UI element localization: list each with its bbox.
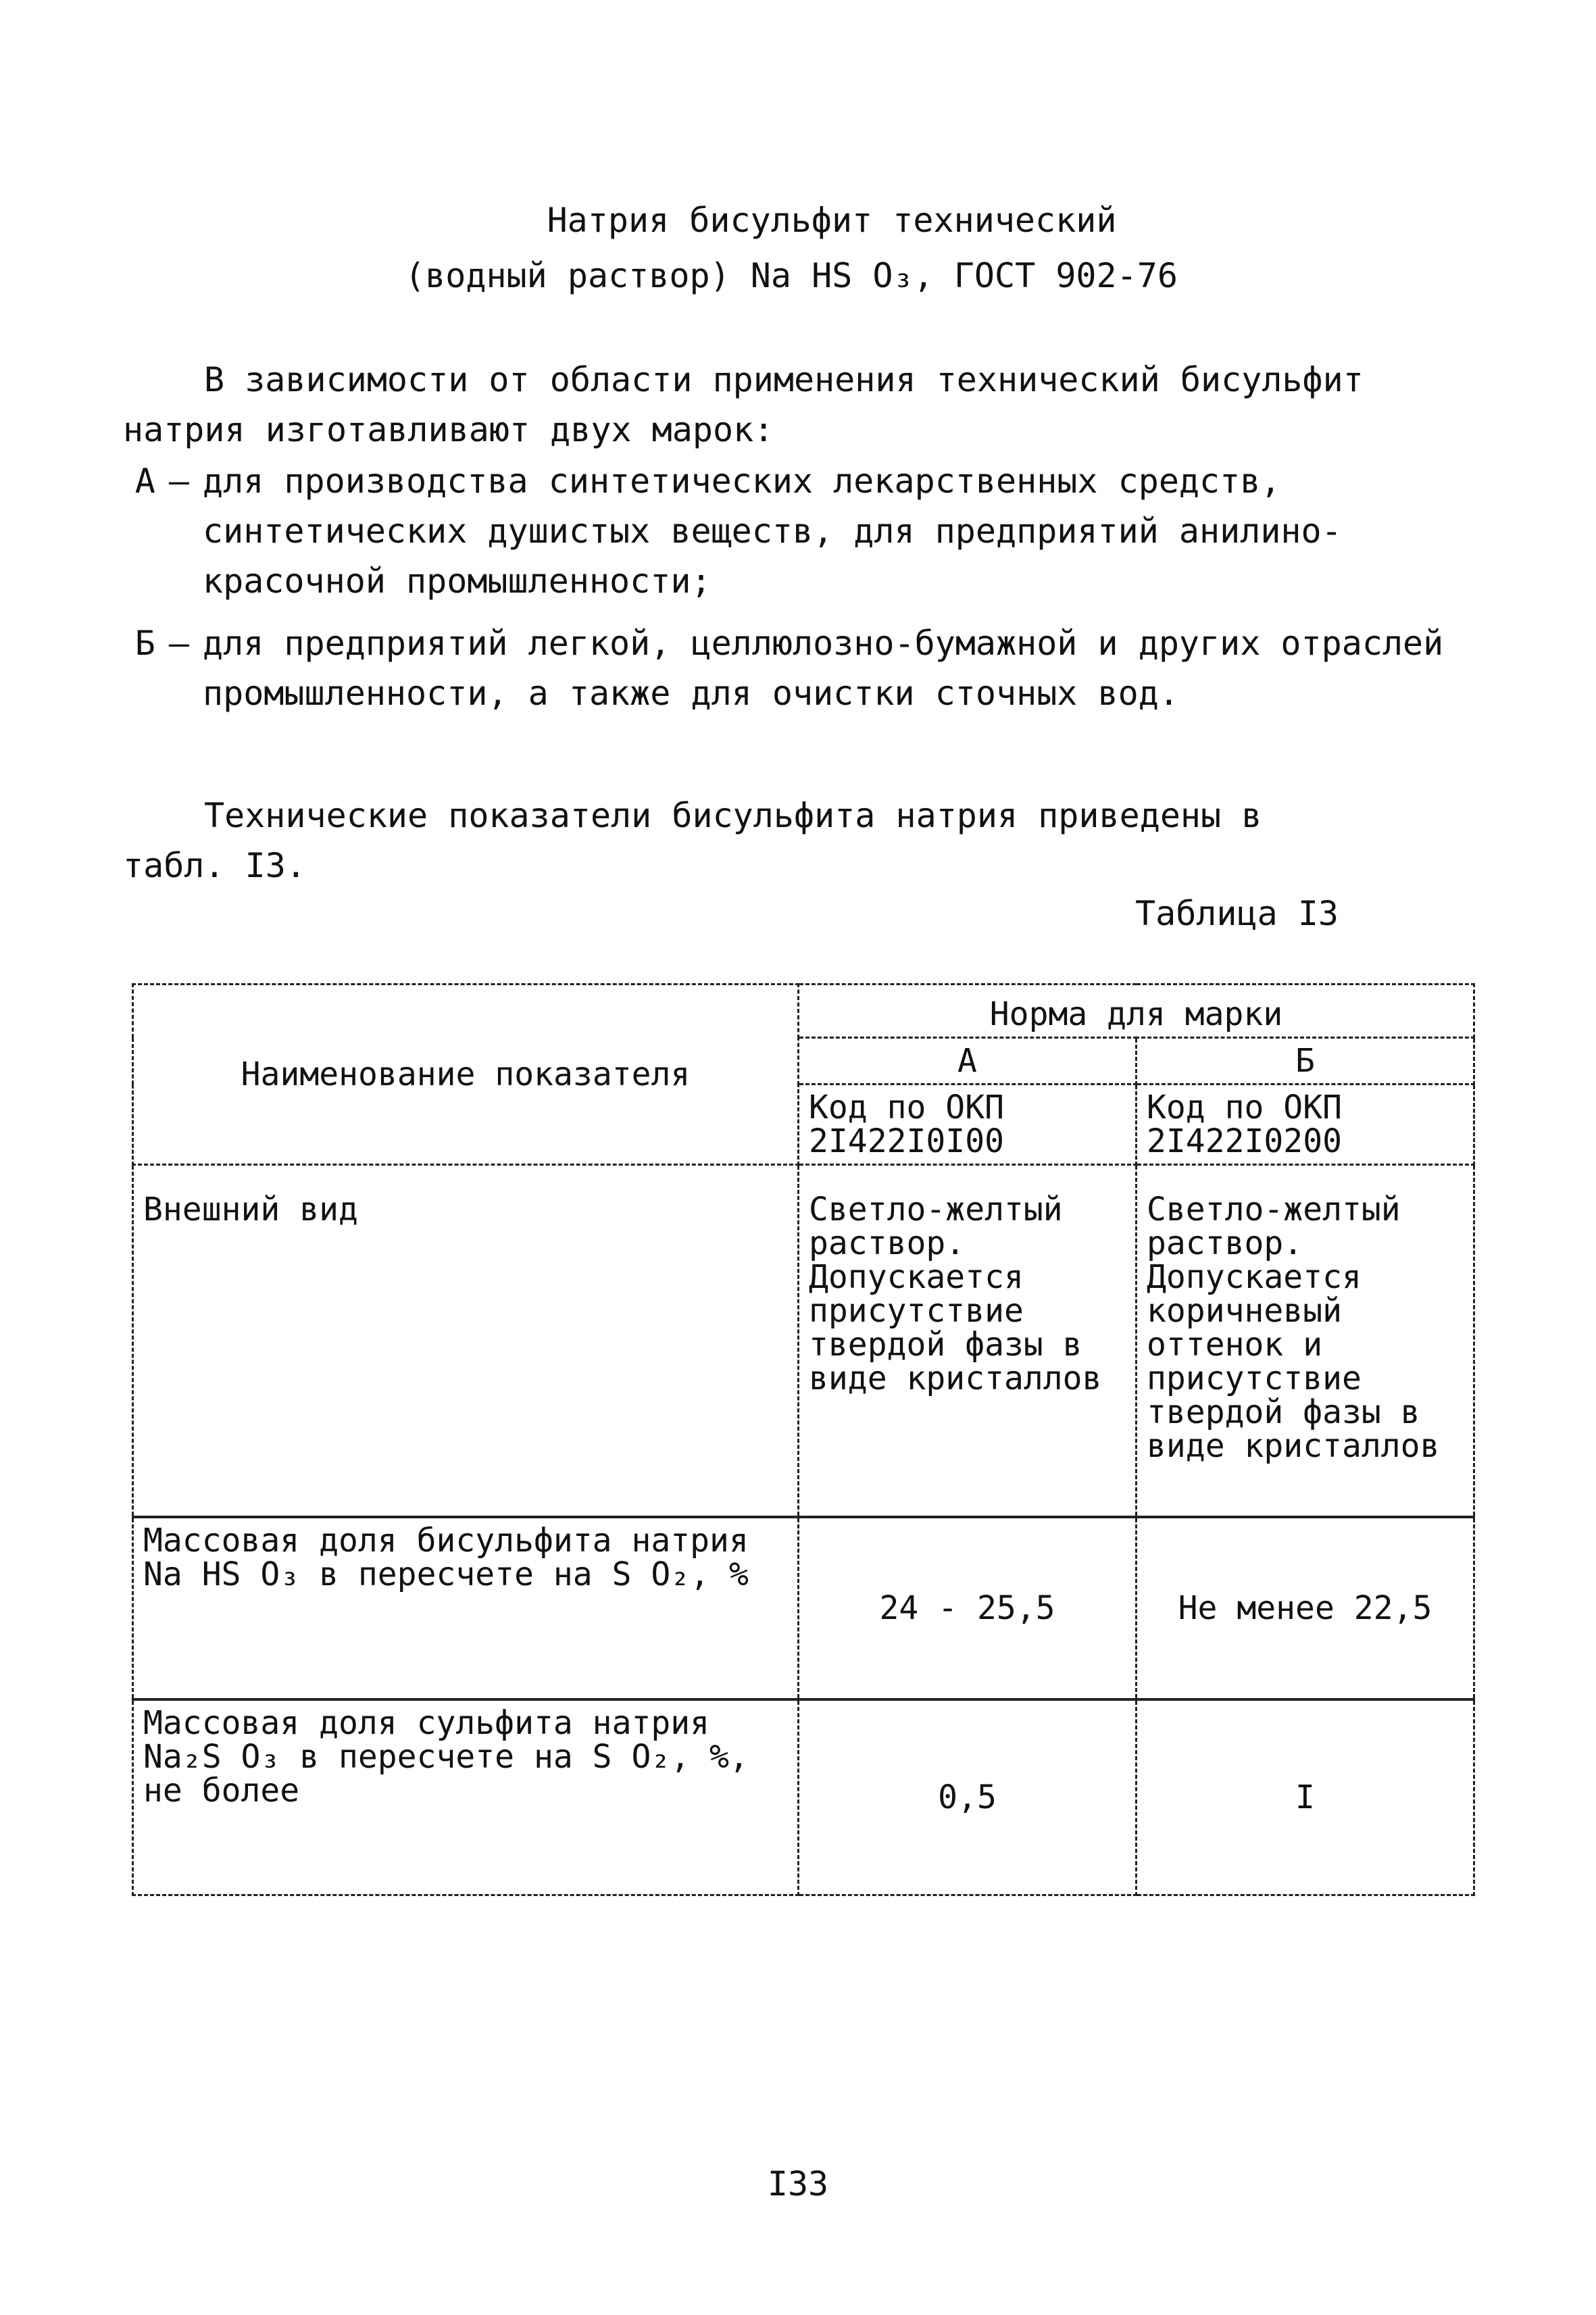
code-a-value: 2I422I0I00 (809, 1122, 1004, 1160)
ref-text-rest: табл. I3. (123, 846, 306, 885)
reference-paragraph (123, 791, 1501, 891)
title-line-2: (водный раствор) Na HS O₃, ГОСТ 902-76 (405, 256, 1178, 295)
header-grade-b: Б (1137, 1038, 1474, 1085)
header-row-norm (133, 985, 1474, 1038)
row-bisulfite-b: Не менее 22,5 (1137, 1517, 1474, 1699)
grade-a-marker: А – (134, 462, 189, 501)
page-number: I33 (767, 2164, 829, 2204)
row-appearance-a: Светло-желтый раствор. Допускается присутствие твердой фазы в виде кристаллов (799, 1165, 1137, 1518)
document-title (0, 193, 1596, 303)
row-sulfite-b: I (1137, 1699, 1474, 1895)
code-b-value: 2I422I0200 (1147, 1122, 1342, 1160)
intro-text-rest: натрия изготавливают двух марок: (123, 410, 774, 449)
row-sulfite-a: 0,5 (799, 1699, 1137, 1895)
ref-text-first: Технические показатели бисульфита натрия приведены в (204, 796, 1262, 835)
intro-paragraph (123, 355, 1501, 455)
row-appearance-b: Светло-желтый раствор. Допускается коричневый оттенок и присутствие твердой фазы в виде кристаллов (1137, 1165, 1474, 1518)
table-row (133, 1517, 1474, 1699)
table-caption: Таблица I3 (1135, 894, 1339, 933)
grade-b-text: для предприятий легкой, целлюлозно-бумажной и других отраслей промышленности, а также для очистки сточных вод. (203, 624, 1444, 713)
table-row (133, 1699, 1474, 1895)
grade-a-text: для производства синтетических лекарственных средств, синтетических душистых веществ, для предприятий анилино-красочной промышленности; (203, 462, 1342, 601)
code-b-label: Код по ОКП (1147, 1089, 1342, 1126)
grade-b-item (134, 618, 1507, 718)
table-row (133, 1165, 1474, 1518)
intro-text-first: В зависимости от области применения технический бисульфит (204, 360, 1364, 399)
code-a-label: Код по ОКП (809, 1089, 1004, 1126)
row-bisulfite-a: 24 - 25,5 (799, 1517, 1137, 1699)
header-norm: Норма для марки (799, 985, 1474, 1038)
header-grade-a: А (799, 1038, 1137, 1085)
grade-b-marker: Б – (134, 624, 189, 663)
row-appearance-name: Внешний вид (133, 1165, 799, 1518)
header-code-a (799, 1085, 1137, 1165)
header-code-b (1137, 1085, 1474, 1165)
row-sulfite-name: Массовая доля сульфита натрия Na₂S O₃ в пересчете на S O₂, %, не более (133, 1699, 799, 1895)
specs-table (132, 983, 1475, 1896)
title-line-1: Натрия бисульфит технический (547, 201, 1117, 240)
row-bisulfite-name: Массовая доля бисульфита натрия Na HS O₃ в пересчете на S O₂, % (133, 1517, 799, 1699)
grade-a-item (134, 456, 1507, 606)
header-indicator-name: Наименование показателя (133, 985, 799, 1165)
